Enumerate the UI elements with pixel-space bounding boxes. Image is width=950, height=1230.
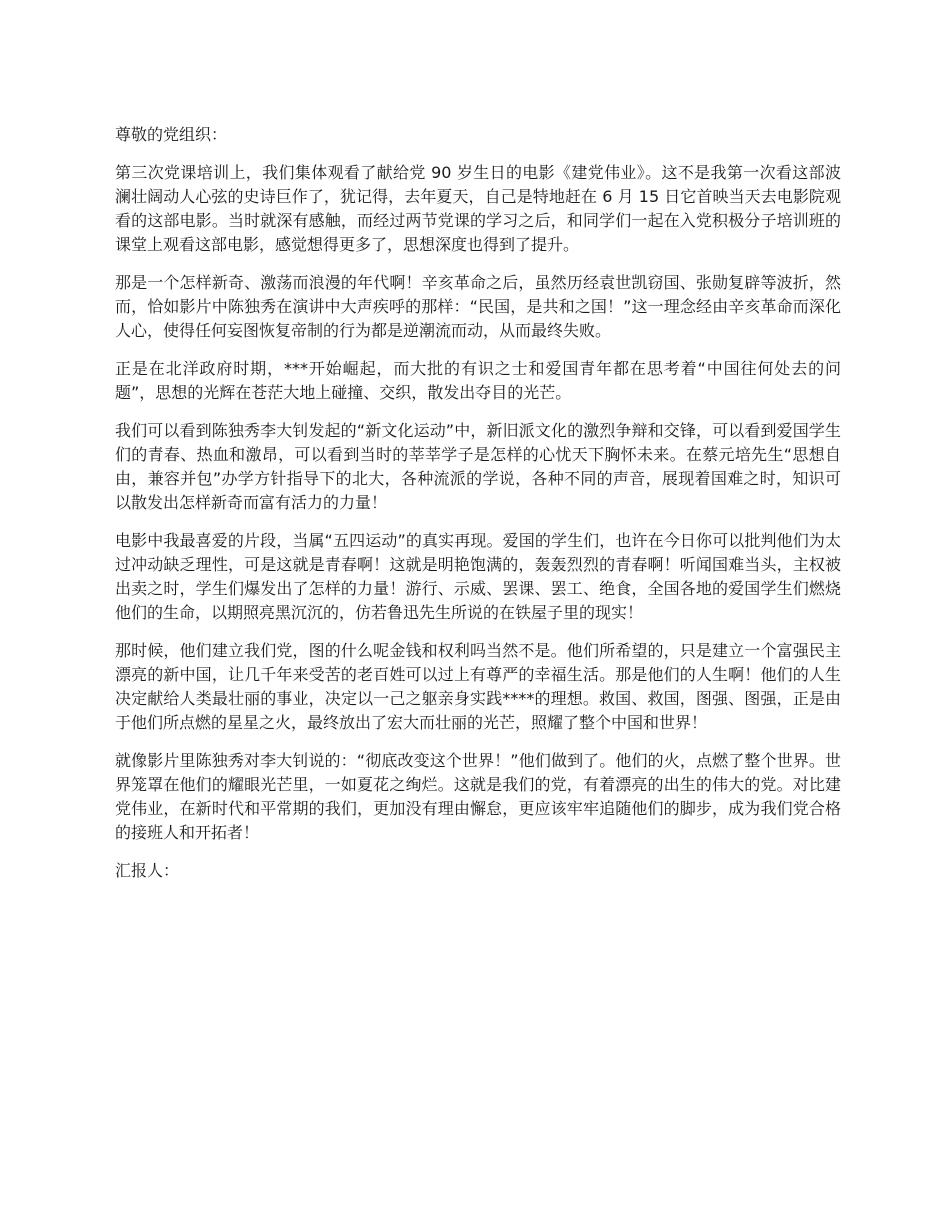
signature-line: 汇报人： — [115, 861, 180, 880]
paragraph-1: 第三次党课培训上，我们集体观看了献给党 90 岁生日的电影《建党伟业》。这不是我第一次看这部波澜壮阔动人心弦的史诗巨作了，犹记得，去年夏天，自己是特地赶在 6 月 15 日它首映当天去电影院观看的这部电影。当时就深有感触，而经过两节党课的学习之后，和同学们一起在入党积极分子培训班的课堂上观看这部电影，感觉想得更多了，思想深度也得到了提升。 — [115, 163, 841, 254]
paragraph-2: 那是一个怎样新奇、激荡而浪漫的年代啊！辛亥革命之后，虽然历经袁世凯窃国、张勋复辟等波折，然而，恰如影片中陈独秀在演讲中大声疾呼的那样：“民国，是共和之国！”这一理念经由辛亥革命而深化人心，使得任何妄图恢复帝制的行为都是逆潮流而动，从而最终失败。 — [115, 273, 841, 340]
paragraph-4: 我们可以看到陈独秀李大钊发起的“新文化运动”中，新旧派文化的激烈争辩和交锋，可以看到爱国学生们的青春、热血和激昂，可以看到当时的莘莘学子是怎样的心忧天下胸怀未来。在蔡元培先生“思想自由，兼容并包”办学方针指导下的北大，各种流派的学说，各种不同的声音，展现着国难之时，知识可以散发出怎样新奇而富有活力的力量！ — [115, 421, 841, 512]
document-page — [115, 123, 841, 897]
paragraph-6: 那时候，他们建立我们党，图的什么呢金钱和权利吗当然不是。他们所希望的，只是建立一个富强民主漂亮的新中国，让几千年来受苦的老百姓可以过上有尊严的幸福生活。那是他们的人生啊！他们的人生决定献给人类最壮丽的事业，决定以一己之躯亲身实践****的理想。救国、救国，图强、图强，正是由于他们所点燃的星星之火，最终放出了宏大而壮丽的光芒，照耀了整个中国和世界！ — [115, 641, 841, 732]
paragraph-3: 正是在北洋政府时期，***开始崛起，而大批的有识之士和爱国青年都在思考着“中国往何处去的问题”，思想的光辉在苍茫大地上碰撞、交织，散发出夺目的光芒。 — [115, 359, 841, 402]
salutation: 尊敬的党组织： — [115, 125, 228, 144]
paragraph-7: 就像影片里陈独秀对李大钊说的：“彻底改变这个世界！”他们做到了。他们的火，点燃了整个世界。世界笼罩在他们的耀眼光芒里，一如夏花之绚烂。这就是我们的党，有着漂亮的出生的伟大的党。对比建党伟业，在新时代和平常期的我们，更加没有理由懈怠，更应该牢牢追随他们的脚步，成为我们党合格的接班人和开拓者！ — [115, 751, 841, 842]
paragraph-5: 电影中我最喜爱的片段，当属“五四运动”的真实再现。爱国的学生们，也许在今日你可以批判他们为太过冲动缺乏理性，可是这就是青春啊！这就是明艳饱满的，轰轰烈烈的青春啊！听闻国难当头，主权被出卖之时，学生们爆发出了怎样的力量！游行、示威、罢课、罢工、绝食，全国各地的爱国学生们燃烧他们的生命，以期照亮黑沉沉的，仿若鲁迅先生所说的在铁屋子里的现实！ — [115, 531, 841, 622]
